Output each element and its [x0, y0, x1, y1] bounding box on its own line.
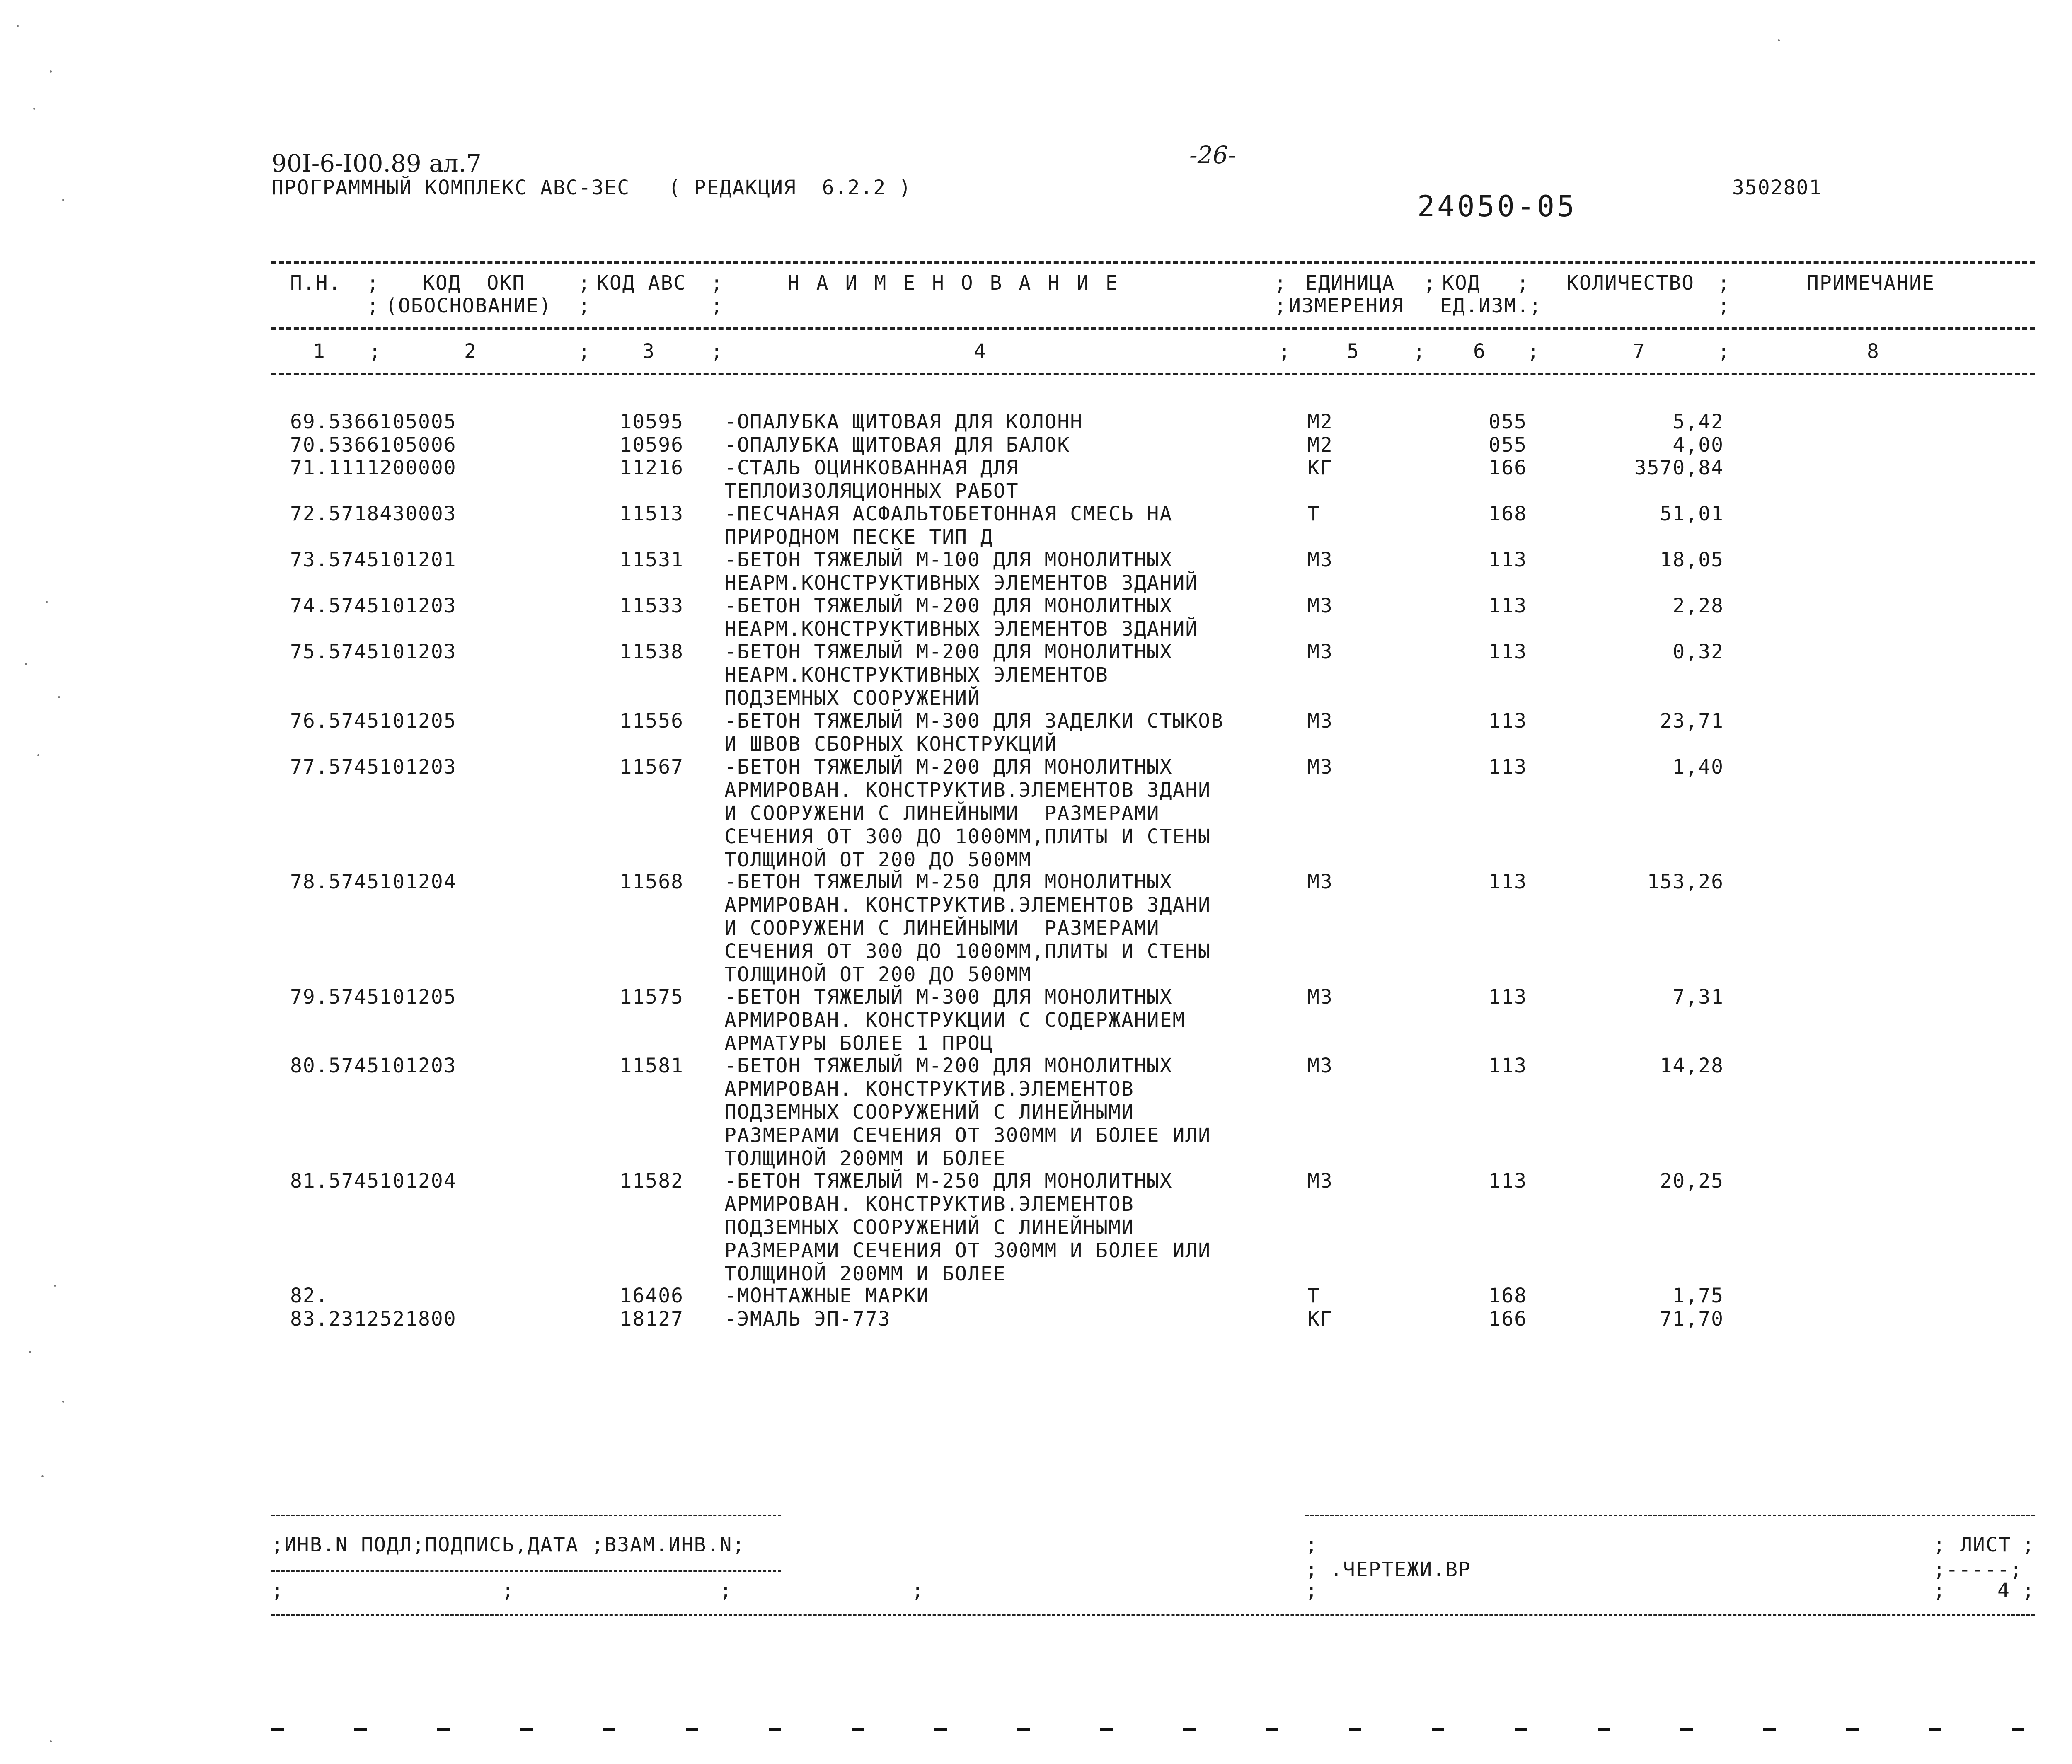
- row-position-code: 77.5745101203: [290, 755, 457, 779]
- row-name-line: -БЕТОН ТЯЖЕЛЫЙ М-200 ДЛЯ МОНОЛИТНЫХ: [724, 1054, 1173, 1077]
- row-quantity: 5,42: [1673, 410, 1724, 433]
- row-name-line: СЕЧЕНИЯ ОТ 300 ДО 1000ММ,ПЛИТЫ И СТЕНЫ: [724, 825, 1211, 848]
- header-ucode: КОД: [1442, 271, 1481, 295]
- row-unit-code: 113: [1489, 1169, 1527, 1193]
- row-unit-code: 113: [1489, 985, 1527, 1009]
- row-abv-code: 11216: [620, 456, 684, 479]
- row-name-line: ПРИРОДНОМ ПЕСКЕ ТИП Д: [724, 525, 993, 549]
- row-position-code: 79.5745101205: [290, 985, 457, 1009]
- program-line: ПРОГРАММНЫЙ КОМПЛЕКС АВС-3ЕС ( РЕДАКЦИЯ 6.2.2 ): [271, 176, 912, 199]
- col-number: 6: [1473, 340, 1486, 363]
- row-unit: М3: [1307, 1169, 1333, 1193]
- row-quantity: 3570,84: [1634, 456, 1724, 479]
- row-name-line: И СООРУЖЕНИ С ЛИНЕЙНЫМИ РАЗМЕРАМИ: [724, 917, 1160, 940]
- table-row: [0, 640, 2072, 709]
- row-name: [724, 870, 1211, 986]
- row-name-line: -БЕТОН ТЯЖЕЛЫЙ М-300 ДЛЯ МОНОЛИТНЫХ: [724, 985, 1173, 1009]
- row-name-line: АРМИРОВАН. КОНСТРУКТИВ.ЭЛЕМЕНТОВ: [724, 1077, 1134, 1101]
- footer-rule-top-right: [1305, 1515, 2035, 1516]
- row-position-code: 75.5745101203: [290, 640, 457, 663]
- col-number-separators: ;: [369, 340, 382, 363]
- row-abv-code: 11582: [620, 1169, 684, 1193]
- row-name-line: -ЭМАЛЬ ЭП-773: [724, 1307, 891, 1331]
- row-quantity: 51,01: [1660, 502, 1724, 525]
- col-number-separators: ;: [578, 340, 591, 363]
- col-number: 7: [1633, 340, 1646, 363]
- row-quantity: 2,28: [1673, 594, 1724, 617]
- org-code: 3502801: [1732, 176, 1822, 199]
- row-name: [724, 640, 1172, 710]
- row-name: [724, 548, 1198, 595]
- sheet-separators: ;: [1933, 1533, 1946, 1556]
- row-position-code: 69.5366105005: [290, 410, 457, 433]
- header-separators: ;: [711, 294, 724, 317]
- row-quantity: 71,70: [1660, 1307, 1724, 1331]
- table-row: [0, 1054, 2072, 1169]
- doc-number: 90I-6-I00.89 ал.7: [271, 149, 482, 177]
- header-separators: ;: [1718, 271, 1731, 295]
- row-quantity: 18,05: [1660, 548, 1724, 571]
- row-abv-code: 11531: [620, 548, 684, 571]
- row-unit-code: 166: [1489, 1307, 1527, 1331]
- row-name: [724, 410, 1083, 433]
- row-unit: М2: [1307, 410, 1333, 433]
- drawing-name: .ЧЕРТЕЖИ.ВР: [1330, 1558, 1471, 1581]
- header-separators: ;: [1718, 294, 1731, 317]
- col-number: 2: [464, 340, 477, 363]
- table-row: [0, 502, 2072, 548]
- row-abv-code: 16406: [620, 1284, 684, 1307]
- row-name-line: И СООРУЖЕНИ С ЛИНЕЙНЫМИ РАЗМЕРАМИ: [724, 801, 1160, 825]
- header-separators: ;: [367, 294, 380, 317]
- row-name: [724, 433, 1070, 457]
- header-separators: ;: [1517, 271, 1530, 295]
- column-numbers-rule: [271, 373, 2035, 375]
- row-unit: М3: [1307, 548, 1333, 571]
- row-name-line: -ОПАЛУБКА ЩИТОВАЯ ДЛЯ БАЛОК: [724, 433, 1070, 457]
- header-okp: КОД ОКП: [423, 271, 525, 295]
- col-number-separators: ;: [1413, 340, 1426, 363]
- sheet-separators: ;: [2022, 1533, 2035, 1556]
- row-name: [724, 1307, 891, 1331]
- row-name-line: -МОНТАЖНЫЕ МАРКИ: [724, 1284, 929, 1307]
- row-position-code: 70.5366105006: [290, 433, 457, 457]
- row-name: [724, 456, 1019, 503]
- row-quantity: 1,75: [1673, 1284, 1724, 1307]
- sheet-label: ЛИСТ: [1960, 1533, 2011, 1556]
- row-unit-code: 113: [1489, 709, 1527, 733]
- row-name-line: -БЕТОН ТЯЖЕЛЫЙ М-200 ДЛЯ МОНОЛИТНЫХ: [724, 755, 1173, 779]
- header-name: Н А И М Е Н О В А Н И Е: [787, 271, 1120, 295]
- row-position-code: 76.5745101205: [290, 709, 457, 733]
- row-position-code: 81.5745101204: [290, 1169, 457, 1193]
- row-unit: М3: [1307, 1054, 1333, 1077]
- row-abv-code: 11581: [620, 1054, 684, 1077]
- row-name-line: АРМАТУРЫ БОЛЕЕ 1 ПРОЦ: [724, 1031, 993, 1055]
- row-unit: Т: [1307, 502, 1320, 525]
- row-name: [724, 1054, 1211, 1170]
- stamp-cells: ; ; ; ;: [271, 1579, 925, 1602]
- row-unit: КГ: [1307, 1307, 1333, 1331]
- header-note: ПРИМЕЧАНИЕ: [1807, 271, 1935, 295]
- table-top-rule: [271, 261, 2035, 264]
- row-position-code: 80.5745101203: [290, 1054, 457, 1077]
- row-position-code: 82.: [290, 1284, 329, 1307]
- row-unit: М3: [1307, 755, 1333, 779]
- row-unit: М2: [1307, 433, 1333, 457]
- row-name: [724, 1169, 1211, 1285]
- sheet-number: 4: [1997, 1579, 2010, 1602]
- drawing-separators: ;: [1305, 1558, 1318, 1581]
- row-position-code: 72.5718430003: [290, 502, 457, 525]
- row-name: [724, 755, 1211, 871]
- row-name-line: -ПЕСЧАНАЯ АСФАЛЬТОБЕТОННАЯ СМЕСЬ НА: [724, 502, 1173, 525]
- row-abv-code: 11575: [620, 985, 684, 1009]
- row-unit-code: 113: [1489, 548, 1527, 571]
- row-abv-code: 11513: [620, 502, 684, 525]
- row-name-line: ТОЛЩИНОЙ ОТ 200 ДО 500ММ: [724, 963, 1032, 986]
- row-name-line: ПОДЗЕМНЫХ СООРУЖЕНИЙ С ЛИНЕЙНЫМИ: [724, 1215, 1134, 1239]
- row-name: [724, 709, 1224, 756]
- row-unit-code: 113: [1489, 594, 1527, 617]
- row-unit: М3: [1307, 640, 1333, 663]
- row-name-line: АРМИРОВАН. КОНСТРУКТИВ.ЭЛЕМЕНТОВ: [724, 1192, 1134, 1216]
- row-name-line: АРМИРОВАН. КОНСТРУКТИВ.ЭЛЕМЕНТОВ ЗДАНИ: [724, 893, 1211, 917]
- row-unit-code: 055: [1489, 410, 1527, 433]
- row-unit-code: 113: [1489, 755, 1527, 779]
- header-rule: [271, 327, 2035, 330]
- row-name: [724, 502, 1172, 549]
- row-unit-code: 168: [1489, 1284, 1527, 1307]
- table-row: [0, 433, 2072, 457]
- header-okp-sub: (ОБОСНОВАНИЕ): [385, 294, 552, 317]
- footer-rule-top-left: [271, 1515, 781, 1516]
- row-quantity: 14,28: [1660, 1054, 1724, 1077]
- row-name-line: И ШВОВ СБОРНЫХ КОНСТРУКЦИЙ: [724, 732, 1058, 756]
- row-abv-code: 11556: [620, 709, 684, 733]
- drawing-separators: ;: [1305, 1579, 1318, 1602]
- header-separators: ;: [578, 271, 591, 295]
- row-unit: М3: [1307, 870, 1333, 893]
- col-number: 3: [642, 340, 655, 363]
- row-quantity: 7,31: [1673, 985, 1724, 1009]
- header-separators: ;: [1423, 271, 1436, 295]
- row-unit: М3: [1307, 709, 1333, 733]
- row-quantity: 23,71: [1660, 709, 1724, 733]
- row-name-line: РАЗМЕРАМИ СЕЧЕНИЯ ОТ 300ММ И БОЛЕЕ ИЛИ: [724, 1124, 1211, 1147]
- row-position-code: 78.5745101204: [290, 870, 457, 893]
- col-number: 8: [1867, 340, 1880, 363]
- header-separators: ;: [1274, 271, 1287, 295]
- header-separators: ;: [711, 271, 724, 295]
- row-name-line: НЕАРМ.КОНСТРУКТИВНЫХ ЭЛЕМЕНТОВ: [724, 663, 1109, 687]
- row-name-line: -БЕТОН ТЯЖЕЛЫЙ М-250 ДЛЯ МОНОЛИТНЫХ: [724, 870, 1173, 893]
- row-name-line: ПОДЗЕМНЫХ СООРУЖЕНИЙ С ЛИНЕЙНЫМИ: [724, 1101, 1134, 1124]
- col-number-separators: ;: [1278, 340, 1291, 363]
- row-quantity: 153,26: [1647, 870, 1724, 893]
- row-position-code: 73.5745101201: [290, 548, 457, 571]
- sheet-divider: ;-----;: [1933, 1558, 2023, 1581]
- row-unit-code: 166: [1489, 456, 1527, 479]
- table-row: [0, 410, 2072, 433]
- row-abv-code: 10595: [620, 410, 684, 433]
- row-name: [724, 1284, 929, 1307]
- row-name-line: АРМИРОВАН. КОНСТРУКТИВ.ЭЛЕМЕНТОВ ЗДАНИ: [724, 778, 1211, 802]
- stamp-labels: ;ИНВ.N ПОДЛ;ПОДПИСЬ,ДАТА ;ВЗАМ.ИНВ.N;: [271, 1533, 746, 1556]
- row-name-line: АРМИРОВАН. КОНСТРУКЦИИ С СОДЕРЖАНИЕМ: [724, 1008, 1186, 1032]
- row-position-code: 74.5745101203: [290, 594, 457, 617]
- table-row: [0, 456, 2072, 502]
- col-number: 4: [974, 340, 987, 363]
- row-name-line: -БЕТОН ТЯЖЕЛЫЙ М-100 ДЛЯ МОНОЛИТНЫХ: [724, 548, 1173, 571]
- row-name-line: ТОЛЩИНОЙ ОТ 200 ДО 500ММ: [724, 848, 1032, 871]
- header-unit: ЕДИНИЦА: [1305, 271, 1395, 295]
- row-quantity: 0,32: [1673, 640, 1724, 663]
- table-row: [0, 594, 2072, 640]
- row-name: [724, 985, 1185, 1055]
- header-abv: КОД АВС: [597, 271, 687, 295]
- row-abv-code: 18127: [620, 1307, 684, 1331]
- row-name-line: -ОПАЛУБКА ЩИТОВАЯ ДЛЯ КОЛОНН: [724, 410, 1083, 433]
- table-row: [0, 1307, 2072, 1331]
- page-mark: -26-: [1189, 141, 1236, 169]
- header-qty: КОЛИЧЕСТВО: [1566, 271, 1694, 295]
- col-number-separators: ;: [1527, 340, 1540, 363]
- row-abv-code: 10596: [620, 433, 684, 457]
- row-unit-code: 113: [1489, 870, 1527, 893]
- row-unit: КГ: [1307, 456, 1333, 479]
- row-name-line: -БЕТОН ТЯЖЕЛЫЙ М-200 ДЛЯ МОНОЛИТНЫХ: [724, 640, 1173, 663]
- row-name: [724, 594, 1198, 641]
- row-quantity: 1,40: [1673, 755, 1724, 779]
- doc-code: 24050-05: [1417, 189, 1577, 223]
- row-name-line: -СТАЛЬ ОЦИНКОВАННАЯ ДЛЯ: [724, 456, 1019, 479]
- footer-rule-mid-left: [271, 1570, 781, 1572]
- header-separators: ;: [1529, 294, 1542, 317]
- row-position-code: 83.2312521800: [290, 1307, 457, 1331]
- row-unit-code: 113: [1489, 640, 1527, 663]
- row-name-line: -БЕТОН ТЯЖЕЛЫЙ М-250 ДЛЯ МОНОЛИТНЫХ: [724, 1169, 1173, 1193]
- table-row: [0, 985, 2072, 1055]
- row-unit-code: 113: [1489, 1054, 1527, 1077]
- row-name-line: ТЕПЛОИЗОЛЯЦИОННЫХ РАБОТ: [724, 479, 1019, 503]
- row-name-line: -БЕТОН ТЯЖЕЛЫЙ М-300 ДЛЯ ЗАДЕЛКИ СТЫКОВ: [724, 709, 1224, 733]
- row-name-line: НЕАРМ.КОНСТРУКТИВНЫХ ЭЛЕМЕНТОВ ЗДАНИЙ: [724, 571, 1198, 595]
- col-number: 1: [313, 340, 326, 363]
- row-name-line: РАЗМЕРАМИ СЕЧЕНИЯ ОТ 300ММ И БОЛЕЕ ИЛИ: [724, 1239, 1211, 1262]
- table-body: [0, 410, 2072, 1330]
- table-row: [0, 870, 2072, 985]
- footer-rule-bottom: [271, 1614, 2035, 1616]
- col-number-separators: ;: [711, 340, 724, 363]
- row-unit: М3: [1307, 594, 1333, 617]
- row-abv-code: 11568: [620, 870, 684, 893]
- col-number: 5: [1347, 340, 1360, 363]
- row-name-line: СЕЧЕНИЯ ОТ 300 ДО 1000ММ,ПЛИТЫ И СТЕНЫ: [724, 940, 1211, 963]
- row-name-line: -БЕТОН ТЯЖЕЛЫЙ М-200 ДЛЯ МОНОЛИТНЫХ: [724, 594, 1173, 617]
- row-quantity: 20,25: [1660, 1169, 1724, 1193]
- row-name-line: ТОЛЩИНОЙ 200ММ И БОЛЕЕ: [724, 1147, 1006, 1170]
- table-row: [0, 548, 2072, 594]
- header-separators: ;: [367, 271, 380, 295]
- row-abv-code: 11567: [620, 755, 684, 779]
- header-separators: ;: [1274, 294, 1287, 317]
- header-pn: П.Н.: [290, 271, 341, 295]
- row-quantity: 4,00: [1673, 433, 1724, 457]
- col-number-separators: ;: [1718, 340, 1731, 363]
- row-position-code: 71.1111200000: [290, 456, 457, 479]
- row-name-line: ПОДЗЕМНЫХ СООРУЖЕНИЙ: [724, 687, 980, 710]
- header-separators: ;: [578, 294, 591, 317]
- sheet-separators: ;: [1933, 1579, 1946, 1602]
- table-row: [0, 1169, 2072, 1285]
- row-abv-code: 11533: [620, 594, 684, 617]
- header-ucode-sub: ЕД.ИЗМ.: [1440, 294, 1530, 317]
- row-unit-code: 168: [1489, 502, 1527, 525]
- table-row: [0, 755, 2072, 871]
- table-row: [0, 709, 2072, 755]
- row-unit-code: 055: [1489, 433, 1527, 457]
- row-name-line: НЕАРМ.КОНСТРУКТИВНЫХ ЭЛЕМЕНТОВ ЗДАНИЙ: [724, 617, 1198, 641]
- sheet-separators: ;: [2022, 1579, 2035, 1602]
- drawing-separators: ;: [1305, 1533, 1318, 1556]
- table-row: [0, 1284, 2072, 1307]
- header-unit-sub: ИЗМЕРЕНИЯ: [1289, 294, 1404, 317]
- row-unit: Т: [1307, 1284, 1320, 1307]
- row-name-line: ТОЛЩИНОЙ 200ММ И БОЛЕЕ: [724, 1262, 1006, 1285]
- row-abv-code: 11538: [620, 640, 684, 663]
- row-unit: М3: [1307, 985, 1333, 1009]
